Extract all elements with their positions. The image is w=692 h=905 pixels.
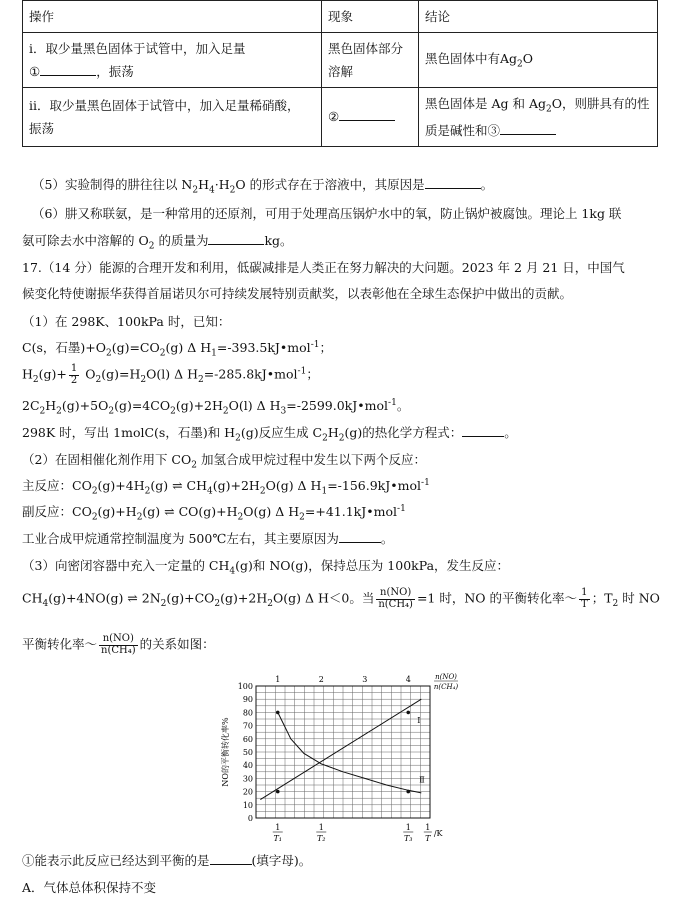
series-II-label: Ⅱ bbox=[419, 775, 425, 785]
series-I-point bbox=[406, 711, 410, 715]
subscript: 2 bbox=[299, 512, 305, 523]
subscript: 2 bbox=[148, 241, 155, 252]
subscript: 4 bbox=[229, 566, 236, 577]
top-tick-label: 4 bbox=[405, 675, 411, 684]
eq-text: (g)+2H bbox=[175, 398, 223, 414]
bottom-axis-num: 1 bbox=[425, 823, 431, 832]
rxn-text: (g)+2H bbox=[212, 478, 260, 494]
subscript: 2 bbox=[91, 512, 98, 523]
top-axis-label-num: n(NO) bbox=[435, 673, 457, 681]
blank-2-label: ② bbox=[328, 109, 340, 125]
row2-phenomenon bbox=[322, 88, 419, 146]
q5-text: （5）实验制得的肼往往以 N bbox=[32, 177, 193, 192]
answer-blank-p3[interactable] bbox=[210, 852, 252, 865]
eq-text: O(l) Δ H bbox=[228, 398, 281, 414]
eq-text: (g)=H bbox=[101, 366, 141, 382]
rxn-text: =1 时，NO 的平衡转化率～ bbox=[416, 590, 578, 606]
q5-text: O 的形式存在于溶液中，其原因是 bbox=[235, 177, 425, 192]
eq-text: ； bbox=[306, 366, 319, 382]
rxn-text: (g)+4H bbox=[97, 478, 145, 494]
q5-text: ·H bbox=[214, 177, 230, 192]
eq-text: =-393.5kJ•mol bbox=[216, 340, 311, 356]
q6-text: 氨可除去水中溶解的 O bbox=[22, 233, 149, 248]
rxn-text: ；T bbox=[591, 590, 613, 606]
row1-op-text: ⅰ．取少量黑色固体于试管中，加入足量 bbox=[29, 41, 246, 57]
q5-end: 。 bbox=[480, 177, 494, 192]
subscript: 2 bbox=[229, 185, 236, 196]
bottom-tick-den: T₂ bbox=[316, 834, 326, 843]
subscript: 2 bbox=[338, 433, 345, 444]
subscript: 2 bbox=[237, 512, 244, 523]
subscript: 2 bbox=[105, 348, 112, 359]
equation-2 bbox=[22, 364, 319, 386]
row2-concl-text: 黑色固体是 Ag 和 Ag bbox=[425, 96, 546, 112]
table-row bbox=[23, 33, 658, 88]
subscript: 2 bbox=[191, 460, 197, 471]
conversion-chart bbox=[218, 672, 468, 847]
y-axis-label: NO的平衡转化率% bbox=[221, 717, 230, 787]
fraction-ratio bbox=[99, 634, 138, 656]
subscript: 1 bbox=[321, 486, 328, 497]
subscript: 2 bbox=[159, 348, 166, 359]
answer-blank-2[interactable] bbox=[339, 108, 395, 121]
bottom-tick-den: T₁ bbox=[273, 834, 283, 843]
rxn-text: (g)+4NO(g) ⇌ 2N bbox=[48, 590, 161, 606]
bottom-tick-num: 1 bbox=[405, 823, 411, 832]
subscript: 2 bbox=[259, 486, 266, 497]
subscript: 4 bbox=[209, 185, 215, 196]
row2-op-text: ⅱ．取少量黑色固体于试管中，加入足量稀硝酸， bbox=[29, 97, 300, 113]
industry-question bbox=[22, 530, 393, 546]
question-17-line2: 候变化特使谢振华获得首届诺贝尔可持续发展特别贡献奖，以表彰他在全球生态保护中做出的贡献。 bbox=[22, 286, 573, 301]
top-axis-label-den: n(CH₄) bbox=[433, 683, 459, 691]
rxn-text: (g)+CO bbox=[166, 590, 215, 606]
subscript: 2 bbox=[39, 406, 46, 417]
series-I-point bbox=[276, 790, 280, 794]
header-conclusion: 结论 bbox=[419, 1, 658, 33]
subscript: 2 bbox=[95, 375, 102, 385]
experiment-table bbox=[22, 0, 658, 147]
series-II-point bbox=[276, 711, 280, 715]
subscript: 4 bbox=[207, 486, 213, 497]
rxn-text: 主反应：CO bbox=[22, 478, 92, 494]
series-I-line bbox=[260, 699, 421, 799]
equation-3 bbox=[22, 398, 409, 417]
option-a[interactable]: A．气体总体积保持不变 bbox=[22, 880, 157, 895]
y-tick-label: 0 bbox=[247, 814, 253, 823]
subscript: 2 bbox=[235, 433, 241, 444]
y-tick-label: 10 bbox=[242, 800, 253, 810]
ask-text: 298K 时，写出 1molC(s，石墨)和 H bbox=[22, 425, 236, 440]
p2-text: 加氢合成甲烷过程中发生以下两个反应： bbox=[196, 452, 426, 467]
rxn-text: (g)+2H bbox=[220, 590, 268, 606]
bottom-axis-unit: /K bbox=[433, 829, 443, 838]
answer-blank-q5[interactable] bbox=[425, 176, 481, 189]
subscript: 2 bbox=[214, 599, 221, 609]
subscript: 2 bbox=[56, 406, 62, 417]
frac-num: 1 bbox=[70, 363, 78, 374]
subscript: 2 bbox=[170, 406, 176, 417]
rel-text: 的关系如图： bbox=[139, 636, 215, 652]
eq-text: (g)+5O bbox=[61, 398, 109, 414]
frac-den: 2 bbox=[70, 374, 78, 386]
subscript: 2 bbox=[517, 59, 523, 70]
question-6-line1: （6）肼又称联氨，是一种常用的还原剂，可用于处理高压锅炉水中的氧，防止锅炉被腐蚀。理论上 1kg 联 bbox=[32, 206, 622, 221]
y-tick-label: 40 bbox=[242, 761, 253, 771]
fraction-ratio bbox=[376, 588, 415, 610]
table-row bbox=[23, 88, 658, 146]
frac-den: n(CH₄) bbox=[101, 644, 136, 656]
main-reaction bbox=[22, 478, 430, 497]
superscript: -1 bbox=[297, 366, 307, 377]
row2-operation bbox=[23, 88, 322, 146]
y-tick-label: 20 bbox=[242, 787, 253, 797]
relation-line bbox=[22, 634, 215, 656]
q5-text: H bbox=[198, 177, 210, 192]
rxn-text: O(g) Δ H bbox=[243, 504, 300, 520]
eq-text: =-2599.0kJ•mol bbox=[286, 398, 389, 414]
subscript: 2 bbox=[197, 375, 204, 385]
eq-text: ； bbox=[319, 340, 332, 356]
subscript: 1 bbox=[211, 348, 217, 359]
top-tick-label: 1 bbox=[275, 675, 281, 684]
subscript: 2 bbox=[322, 433, 328, 444]
y-tick-label: 80 bbox=[242, 708, 253, 718]
chart-svg bbox=[218, 672, 468, 847]
answer-blank-1[interactable] bbox=[40, 63, 96, 76]
bottom-tick-den: T₃ bbox=[403, 834, 413, 843]
p2-text: （2）在固相催化剂作用下 CO bbox=[22, 452, 192, 467]
subscript: 2 bbox=[140, 375, 147, 385]
subscript: 2 bbox=[91, 486, 98, 497]
series-II-curve bbox=[278, 712, 425, 793]
series-II-point bbox=[406, 790, 410, 794]
series-I-label: Ⅰ bbox=[417, 715, 421, 725]
subscript: 2 bbox=[144, 486, 151, 497]
superscript: -1 bbox=[388, 398, 397, 408]
subscript: 2 bbox=[545, 104, 552, 115]
prompt-text: ①能表示此反应已经达到平衡的是 bbox=[22, 853, 210, 868]
eq-text: C(s，石墨)+O bbox=[22, 340, 106, 356]
ind-end: 。 bbox=[380, 531, 394, 546]
rxn-text: =-156.9kJ•mol bbox=[327, 478, 422, 494]
subscript: 2 bbox=[108, 406, 115, 417]
superscript: -1 bbox=[310, 340, 320, 350]
fraction-half bbox=[69, 364, 79, 386]
subscript: 2 bbox=[160, 599, 167, 609]
y-tick-label: 60 bbox=[242, 734, 253, 744]
y-tick-label: 30 bbox=[242, 774, 253, 784]
y-tick-label: 70 bbox=[242, 721, 253, 731]
rxn-text: (g) ⇌ CO(g)+H bbox=[142, 504, 238, 520]
superscript: -1 bbox=[397, 504, 406, 514]
fraction-inverse-t bbox=[579, 588, 590, 610]
eq-text: H bbox=[45, 398, 57, 414]
ask-text: (g)的热化学方程式： bbox=[344, 425, 463, 440]
ask-text: H bbox=[327, 425, 339, 440]
subscript: 2 bbox=[222, 406, 229, 417]
top-tick-label: 3 bbox=[362, 675, 368, 684]
answer-blank-p1[interactable] bbox=[462, 424, 504, 437]
eq-text: =-285.8kJ•mol bbox=[203, 366, 298, 382]
equation-1 bbox=[22, 340, 332, 359]
frac-num: 1 bbox=[579, 588, 590, 600]
subscript: 2 bbox=[267, 599, 273, 609]
row2-op-tail: 振荡 bbox=[29, 121, 55, 136]
bottom-axis-den: T bbox=[425, 834, 431, 843]
prompt-text: (填字母)。 bbox=[251, 853, 312, 868]
part-2-heading bbox=[22, 452, 426, 471]
rxn-text: =+41.1kJ•mol bbox=[304, 504, 398, 520]
eq-text: O(l) Δ H bbox=[146, 366, 198, 382]
eq-text: O bbox=[81, 366, 96, 382]
y-tick-label: 90 bbox=[242, 695, 253, 705]
answer-blank-q6[interactable] bbox=[208, 232, 264, 245]
eq-text: (g) Δ H bbox=[165, 340, 212, 356]
part-3-heading bbox=[22, 558, 509, 577]
eq-text: (g)=4CO bbox=[114, 398, 171, 414]
eq-text: H bbox=[22, 366, 33, 382]
rxn-text: 副反应：CO bbox=[22, 504, 92, 520]
answer-blank-3[interactable] bbox=[500, 122, 556, 135]
rel-text: 平衡转化率～ bbox=[22, 636, 98, 652]
row1-conclusion bbox=[419, 33, 658, 88]
header-operation: 操作 bbox=[23, 1, 322, 33]
row2-concl-tail: 质是碱性和③ bbox=[425, 122, 501, 138]
subscript: 2 bbox=[612, 599, 619, 609]
superscript: -1 bbox=[421, 478, 430, 488]
eq-text: 。 bbox=[396, 398, 410, 414]
ind-text: 工业合成甲烷通常控制温度为 500℃左右，其主要原因为 bbox=[22, 531, 339, 546]
y-tick-label: 100 bbox=[237, 682, 253, 691]
row1-phenomenon: 黑色固体部分溶解 bbox=[322, 33, 419, 88]
rxn-text: 时 NO bbox=[618, 590, 660, 606]
rxn-text: CH bbox=[22, 590, 43, 606]
part-1-heading: （1）在 298K、100kPa 时，已知： bbox=[22, 314, 231, 329]
eq-text: (g)+ bbox=[38, 366, 67, 382]
subscript: 2 bbox=[136, 512, 143, 523]
subscript: 2 bbox=[192, 185, 199, 196]
rxn-text: O(g) Δ H＜0。当 bbox=[272, 590, 375, 606]
part-1-question bbox=[22, 424, 517, 444]
row1-operation bbox=[23, 33, 322, 88]
rxn-text: (g)+H bbox=[97, 504, 137, 520]
question-5 bbox=[32, 176, 493, 196]
top-tick-label: 2 bbox=[318, 675, 324, 684]
blank-1-label: ① bbox=[29, 64, 41, 80]
ask-text: (g)反应生成 C bbox=[240, 425, 323, 440]
y-tick-label: 50 bbox=[242, 748, 253, 757]
q6-end: kg。 bbox=[264, 233, 293, 248]
frac-num: n(NO) bbox=[99, 634, 138, 646]
rxn-text: O(g) Δ H bbox=[265, 478, 322, 494]
rxn-text: (g) ⇌ CH bbox=[150, 478, 208, 494]
frac-num: n(NO) bbox=[376, 588, 415, 600]
reaction-3 bbox=[22, 588, 660, 610]
row1-concl-tail: O bbox=[522, 51, 534, 67]
row1-concl-text: 黑色固体中有Ag bbox=[425, 51, 518, 67]
q6-text: 的质量为 bbox=[154, 233, 209, 248]
row2-concl-mid: O，则肼具有的性 bbox=[551, 96, 650, 112]
side-reaction bbox=[22, 504, 406, 523]
ask-end: 。 bbox=[504, 425, 517, 440]
bottom-tick-num: 1 bbox=[275, 823, 281, 832]
bottom-tick-num: 1 bbox=[318, 823, 324, 832]
question-6-line2 bbox=[22, 232, 293, 252]
question-17-line1: 17.（14 分）能源的合理开发和利用，低碳减排是人类正在努力解决的大问题。2023 年 2 月 21 日，中国气 bbox=[22, 260, 625, 275]
header-phenomenon: 现象 bbox=[322, 1, 419, 33]
subscript: 3 bbox=[280, 406, 287, 417]
eq-text: (g)=CO bbox=[111, 340, 160, 356]
p3-text: （3）向密闭容器中充入一定量的 CH bbox=[22, 558, 230, 573]
question-1-prompt bbox=[22, 852, 311, 868]
subscript: 4 bbox=[42, 599, 49, 609]
eq-text: 2C bbox=[22, 398, 40, 414]
row1-op-tail: ，振荡 bbox=[96, 64, 134, 80]
p3-text: (g)和 NO(g)，保持总压为 100kPa，发生反应： bbox=[235, 558, 510, 573]
table-header-row bbox=[23, 1, 658, 33]
frac-den: T bbox=[581, 598, 588, 610]
subscript: 2 bbox=[32, 375, 39, 385]
frac-den: n(CH₄) bbox=[378, 598, 413, 610]
answer-blank-p2[interactable] bbox=[339, 530, 381, 543]
row2-conclusion bbox=[419, 88, 658, 146]
